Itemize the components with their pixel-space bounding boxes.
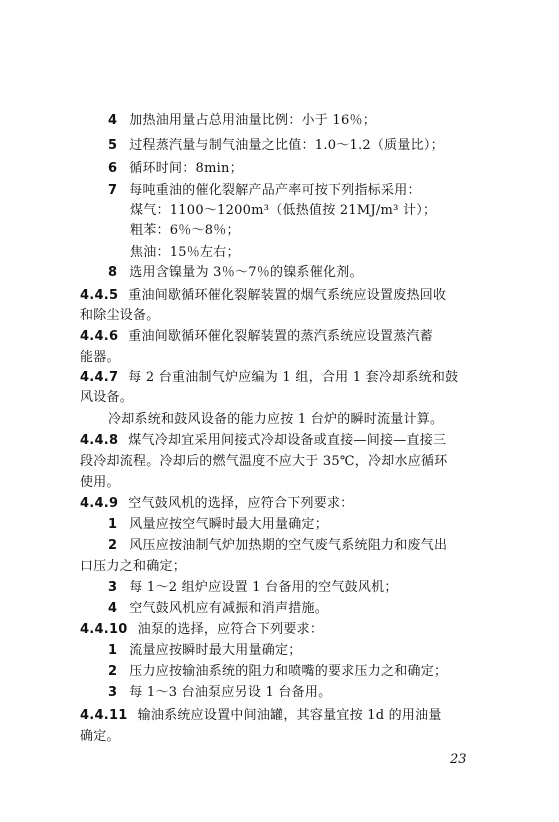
clause-number: 4.4.7: [80, 370, 119, 385]
document-line: [80, 432, 446, 450]
line-text: 风量应按空气瞬时最大用量确定；: [129, 517, 329, 532]
clause-number: 6: [108, 161, 118, 176]
clause-number: 4.4.9: [80, 496, 119, 511]
document-line: [130, 244, 240, 262]
document-line: [80, 369, 458, 387]
document-line: [108, 537, 447, 555]
clause-number: 3: [108, 685, 118, 700]
document-line: [80, 621, 323, 639]
clause-number: 1: [108, 517, 118, 532]
document-line: [80, 328, 433, 346]
document-line: [108, 160, 243, 178]
clause-number: 4.4.5: [80, 288, 119, 303]
line-text: 风设备。: [80, 390, 134, 405]
line-text: 风压应按油制气炉加热期的空气废气系统阻力和废气出: [129, 538, 448, 553]
line-text: 冷却系统和鼓风设备的能力应按 1 台炉的瞬时流量计算。: [108, 412, 444, 427]
document-line: [108, 182, 421, 200]
line-text: 确定。: [80, 729, 120, 744]
document-line: [108, 516, 328, 534]
clause-number: 4.4.6: [80, 329, 119, 344]
line-text: 焦油：15％左右；: [130, 245, 240, 260]
document-line: [80, 287, 446, 305]
line-text: 流量应按瞬时最大用量确定；: [129, 643, 302, 658]
clause-number: 8: [108, 265, 118, 280]
document-line: [80, 349, 120, 367]
clause-number: 2: [108, 538, 118, 553]
document-line: [108, 579, 398, 597]
document-line: [130, 202, 436, 220]
document-line: [80, 389, 133, 407]
document-line: [130, 222, 240, 240]
line-text: 重油间歇循环催化裂解装置的烟气系统应设置废热回收: [128, 288, 447, 303]
clause-number: 2: [108, 664, 118, 679]
document-line: [108, 411, 443, 429]
document-line: [108, 663, 447, 681]
line-text: 煤气：1100～1200m³（低热值按 21MJ/m³ 计）；: [130, 203, 437, 218]
clause-number: 1: [108, 643, 118, 658]
document-line: [80, 728, 120, 746]
document-line: [108, 600, 328, 618]
line-text: 粗苯：6％～8％；: [130, 223, 240, 238]
document-line: [80, 474, 120, 492]
line-text: 每 1～2 组炉应设置 1 台备用的空气鼓风机；: [129, 580, 398, 595]
line-text: 选用含镍量为 3％～7％的镍系催化剂。: [129, 265, 363, 280]
line-text: 段冷却流程。冷却后的燃气温度不应大于 35℃，冷却水应循环: [80, 454, 448, 469]
line-text: 煤气冷却宜采用间接式冷却设备或直接—间接—直接三: [128, 433, 447, 448]
line-text: 每 1～3 台油泵应另设 1 台备用。: [129, 685, 332, 700]
clause-number: 4: [108, 113, 118, 128]
line-text: 空气鼓风机的选择，应符合下列要求：: [128, 496, 354, 511]
clause-number: 4: [108, 601, 118, 616]
line-text: 使用。: [80, 475, 120, 490]
document-line: [80, 495, 354, 513]
line-text: 油泵的选择，应符合下列要求：: [137, 622, 324, 637]
line-text: 输油系统应设置中间油罐，其容量宜按 1d 的用油量: [137, 708, 442, 723]
clause-number: 4.4.10: [80, 622, 128, 637]
line-text: 每吨重油的催化裂解产品产率可按下列指标采用：: [129, 183, 421, 198]
document-line: [108, 684, 331, 702]
line-text: 过程蒸汽量与制气油量之比值：1.0～1.2（质量比）；: [129, 138, 444, 153]
document-line: [108, 642, 302, 660]
line-text: 口压力之和确定；: [80, 559, 187, 574]
document-line: [80, 707, 442, 725]
document-line: [108, 264, 363, 282]
clause-number: 7: [108, 183, 118, 198]
line-text: 加热油用量占总用油量比例：小于 16％；: [129, 113, 376, 128]
page-number: 23: [450, 752, 467, 767]
line-text: 和除尘设备。: [80, 308, 160, 323]
clause-number: 4.4.11: [80, 708, 128, 723]
line-text: 重油间歇循环催化裂解装置的蒸汽系统应设置蒸汽蓄: [128, 329, 434, 344]
clause-number: 3: [108, 580, 118, 595]
line-text: 循环时间：8min；: [129, 161, 243, 176]
document-line: [108, 112, 376, 130]
line-text: 每 2 台重油制气炉应编为 1 组，合用 1 套冷却系统和鼓: [128, 370, 459, 385]
document-line: [80, 558, 186, 576]
document-line: [80, 453, 447, 471]
clause-number: 5: [108, 138, 118, 153]
line-text: 压力应按输油系统的阻力和喷嘴的要求压力之和确定；: [129, 664, 448, 679]
clause-number: 4.4.8: [80, 433, 119, 448]
document-line: [108, 137, 444, 155]
line-text: 能器。: [80, 350, 120, 365]
line-text: 空气鼓风机应有减振和消声措施。: [129, 601, 329, 616]
document-line: [80, 307, 160, 325]
